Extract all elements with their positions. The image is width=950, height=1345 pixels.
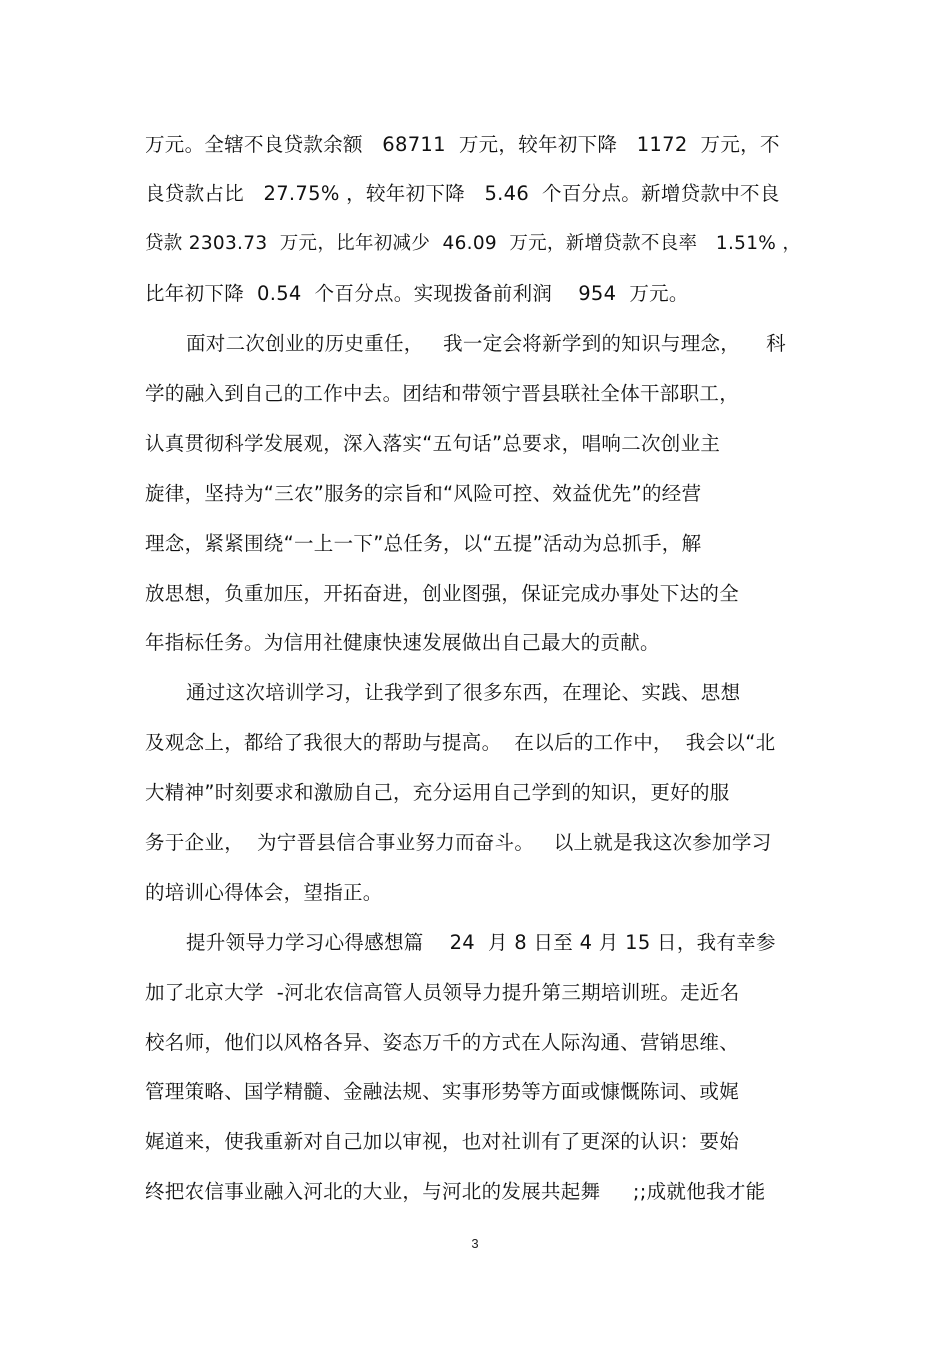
text-line: 大精神”时刻要求和激励自己，充分运用自己学到的知识，更好的服 [145, 781, 730, 804]
text-line: 良贷款占比 27.75% ，较年初下降 5.46 个百分点。新增贷款中不良 [145, 182, 780, 205]
text-line: 年指标任务。为信用社健康快速发展做出自己最大的贡献。 [145, 631, 660, 654]
text-line: 提升领导力学习心得感想篇 24 月 8 日至 4 月 15 日，我有幸参 [186, 931, 776, 954]
text-line: 比年初下降 0.54 个百分点。实现拨备前利润 954 万元。 [145, 282, 689, 305]
text-line: 及观念上，都给了我很大的帮助与提高。 在以后的工作中， 我会以“北 [145, 731, 776, 754]
text-line: 放思想，负重加压，开拓奋进，创业图强，保证完成办事处下达的全 [145, 582, 740, 605]
text-line: 管理策略、国学精髓、金融法规、实事形势等方面或慷慨陈词、或娓 [145, 1080, 740, 1103]
text-line: 认真贯彻科学发展观，深入落实“五句话”总要求，唱响二次创业主 [145, 432, 721, 455]
text-line: 校名师，他们以风格各异、姿态万千的方式在人际沟通、营销思维、 [145, 1031, 740, 1054]
text-line: 的培训心得体会，望指正。 [145, 881, 383, 904]
text-line: 终把农信事业融入河北的大业，与河北的发展共起舞 ;;成就他我才能 [145, 1180, 766, 1203]
text-line: 面对二次创业的历史重任， 我一定会将新学到的知识与理念， 科 [186, 332, 786, 355]
text-line: 理念，紧紧围绕“一上一下”总任务，以“五提”活动为总抓手，解 [145, 532, 702, 555]
text-line: 万元。全辖不良贷款余额 68711 万元，较年初下降 1172 万元，不 [145, 133, 780, 156]
text-line: 学的融入到自己的工作中去。团结和带领宁晋县联社全体干部职工， [145, 382, 740, 405]
page-number: 3 [471, 1236, 479, 1251]
text-line: 贷款 2303.73 万元，比年初减少 46.09 万元，新增贷款不良率 1.51% ， [145, 233, 802, 254]
text-line: 娓道来，使我重新对自己加以审视，也对社训有了更深的认识：要始 [145, 1130, 740, 1153]
text-line: 务于企业， 为宁晋县信合事业努力而奋斗。 以上就是我这次参加学习 [145, 831, 772, 854]
text-line: 旋律，坚持为“三农”服务的宗旨和“风险可控、效益优先”的经营 [145, 482, 702, 505]
text-line: 加了北京大学 -河北农信高管人员领导力提升第三期培训班。走近名 [145, 981, 740, 1004]
text-line: 通过这次培训学习，让我学到了很多东西，在理论、实践、思想 [186, 681, 741, 704]
